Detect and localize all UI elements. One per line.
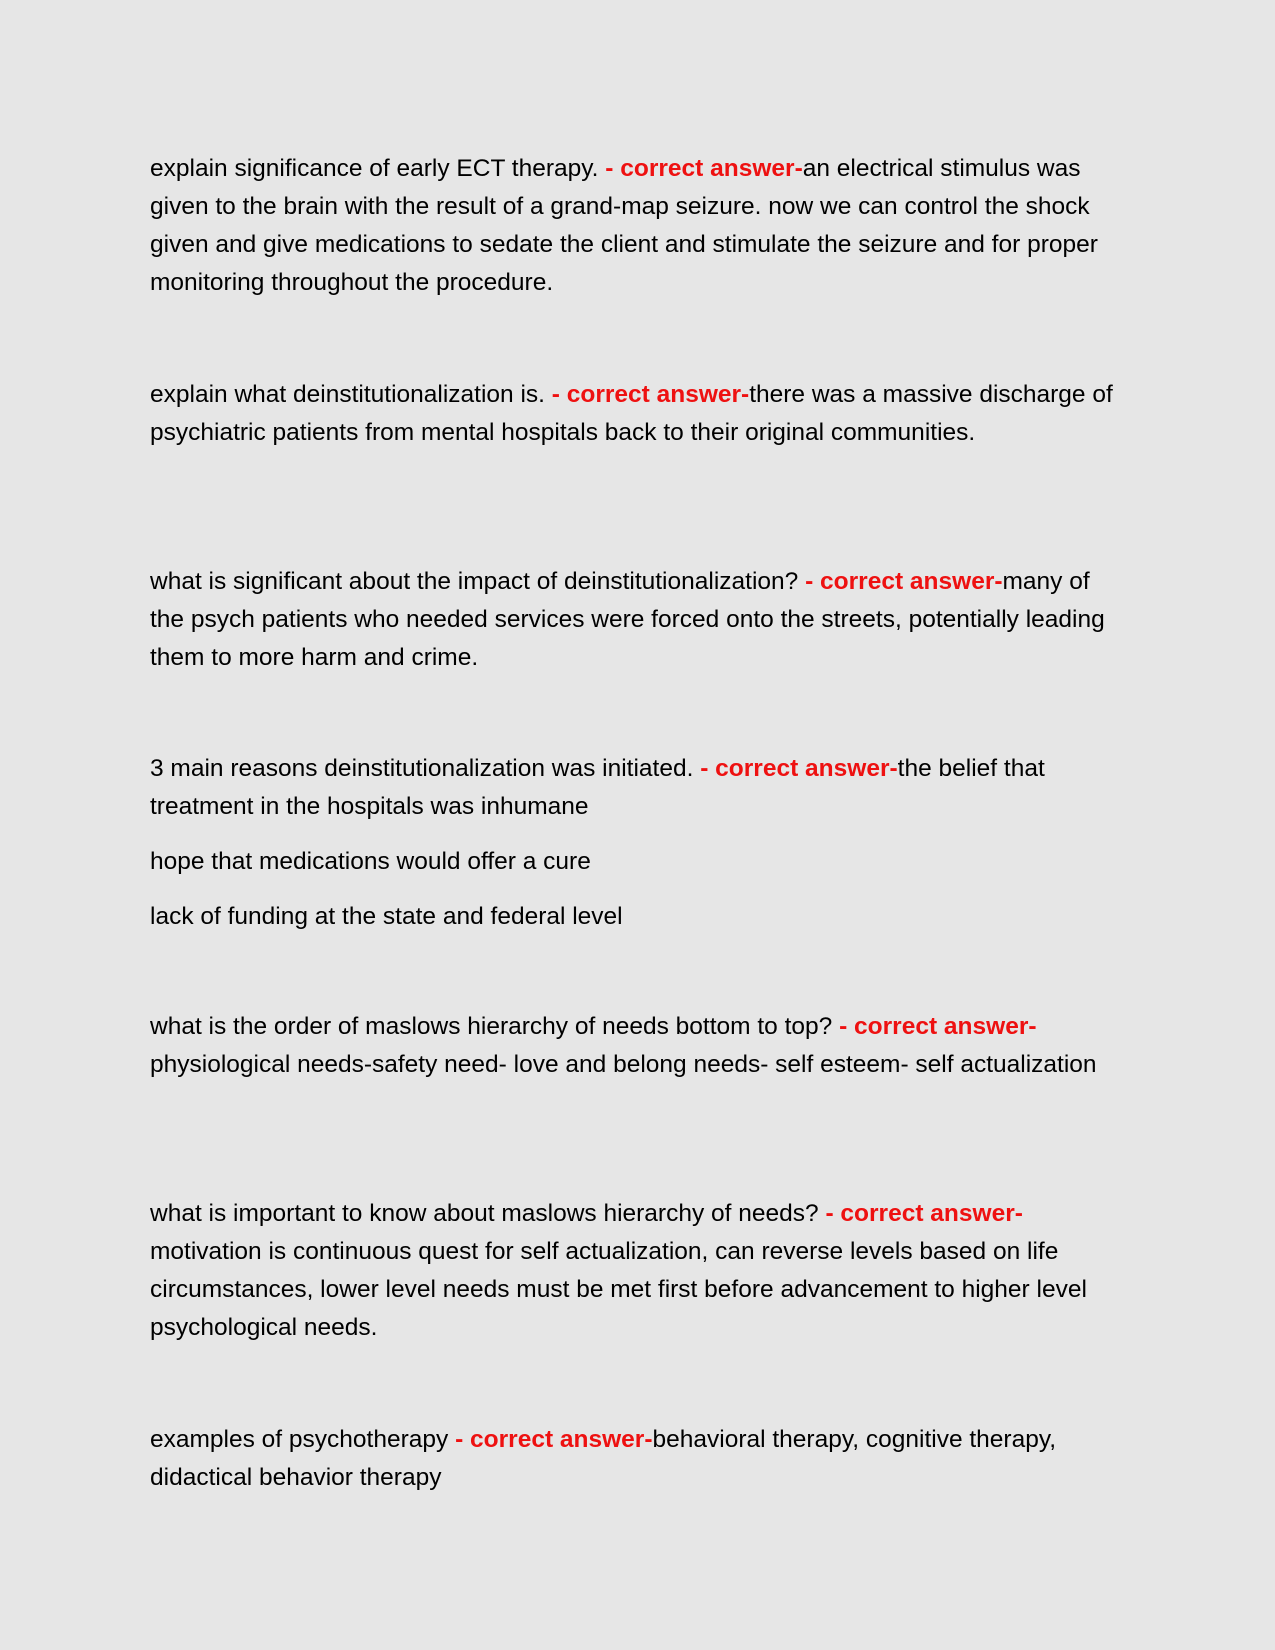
correct-answer-tag: - correct answer- <box>805 568 1003 595</box>
answer-text: many of the psych patients who needed services were forced onto the streets, potentially leading them to more harm and crime. <box>150 568 1105 671</box>
qa-item-maslow-important <box>150 1195 1130 1347</box>
question-text: what is significant about the impact of deinstitutionalization? <box>150 568 806 595</box>
qa-paragraph <box>150 1195 1130 1347</box>
question-text: what is the order of maslows hierarchy of needs bottom to top? <box>150 1013 840 1040</box>
answer-text: there was a massive discharge of psychiatric patients from mental hospitals back to their original communities. <box>150 381 1113 446</box>
question-text: 3 main reasons deinstitutionalization was initiated. <box>150 755 701 782</box>
qa-paragraph <box>150 150 1130 302</box>
qa-item-deinstitutionalization <box>150 376 1130 452</box>
answer-text: the belief that treatment in the hospitals was inhumane <box>150 755 1045 820</box>
answer-text: behavioral therapy, cognitive therapy, didactical behavior therapy <box>150 1426 1057 1491</box>
qa-paragraph <box>150 376 1130 452</box>
qa-paragraph <box>150 1008 1130 1084</box>
answer-extra-line: lack of funding at the state and federal level <box>150 903 623 930</box>
qa-item-psychotherapy <box>150 1421 1130 1497</box>
qa-item-reasons <box>150 750 1130 936</box>
answer-text: an electrical stimulus was given to the brain with the result of a grand-map seizure. now we can control the shock given and give medications to sedate the client and stimulate the seizure and for proper monitoring throughout the procedure. <box>150 155 1098 296</box>
qa-item-impact <box>150 563 1130 677</box>
question-text: explain what deinstitutionalization is. <box>150 381 552 408</box>
qa-item-maslow-order <box>150 1008 1130 1084</box>
correct-answer-tag: - correct answer- <box>551 381 750 408</box>
answer-text: physiological needs-safety need- love and belong needs- self esteem- self actualization <box>150 1051 1097 1078</box>
correct-answer-tag: - correct answer- <box>605 155 803 182</box>
question-text: what is important to know about maslows hierarchy of needs? <box>150 1200 826 1227</box>
qa-paragraph <box>150 1421 1130 1497</box>
correct-answer-tag: - correct answer- <box>455 1426 653 1453</box>
question-text: examples of psychotherapy <box>150 1426 456 1453</box>
correct-answer-tag: - correct answer- <box>700 755 898 782</box>
question-text: explain significance of early ECT therapy. <box>150 155 606 182</box>
qa-item-ect <box>150 150 1130 302</box>
answer-extra-line: hope that medications would offer a cure <box>150 848 591 875</box>
correct-answer-tag: - correct answer- <box>825 1200 1023 1227</box>
qa-paragraph <box>150 750 1130 826</box>
correct-answer-tag: - correct answer- <box>839 1013 1037 1040</box>
qa-paragraph <box>150 563 1130 677</box>
answer-text: motivation is continuous quest for self actualization, can reverse levels based on life circumstances, lower level needs must be met first before advancement to higher level psychological needs. <box>150 1238 1087 1341</box>
